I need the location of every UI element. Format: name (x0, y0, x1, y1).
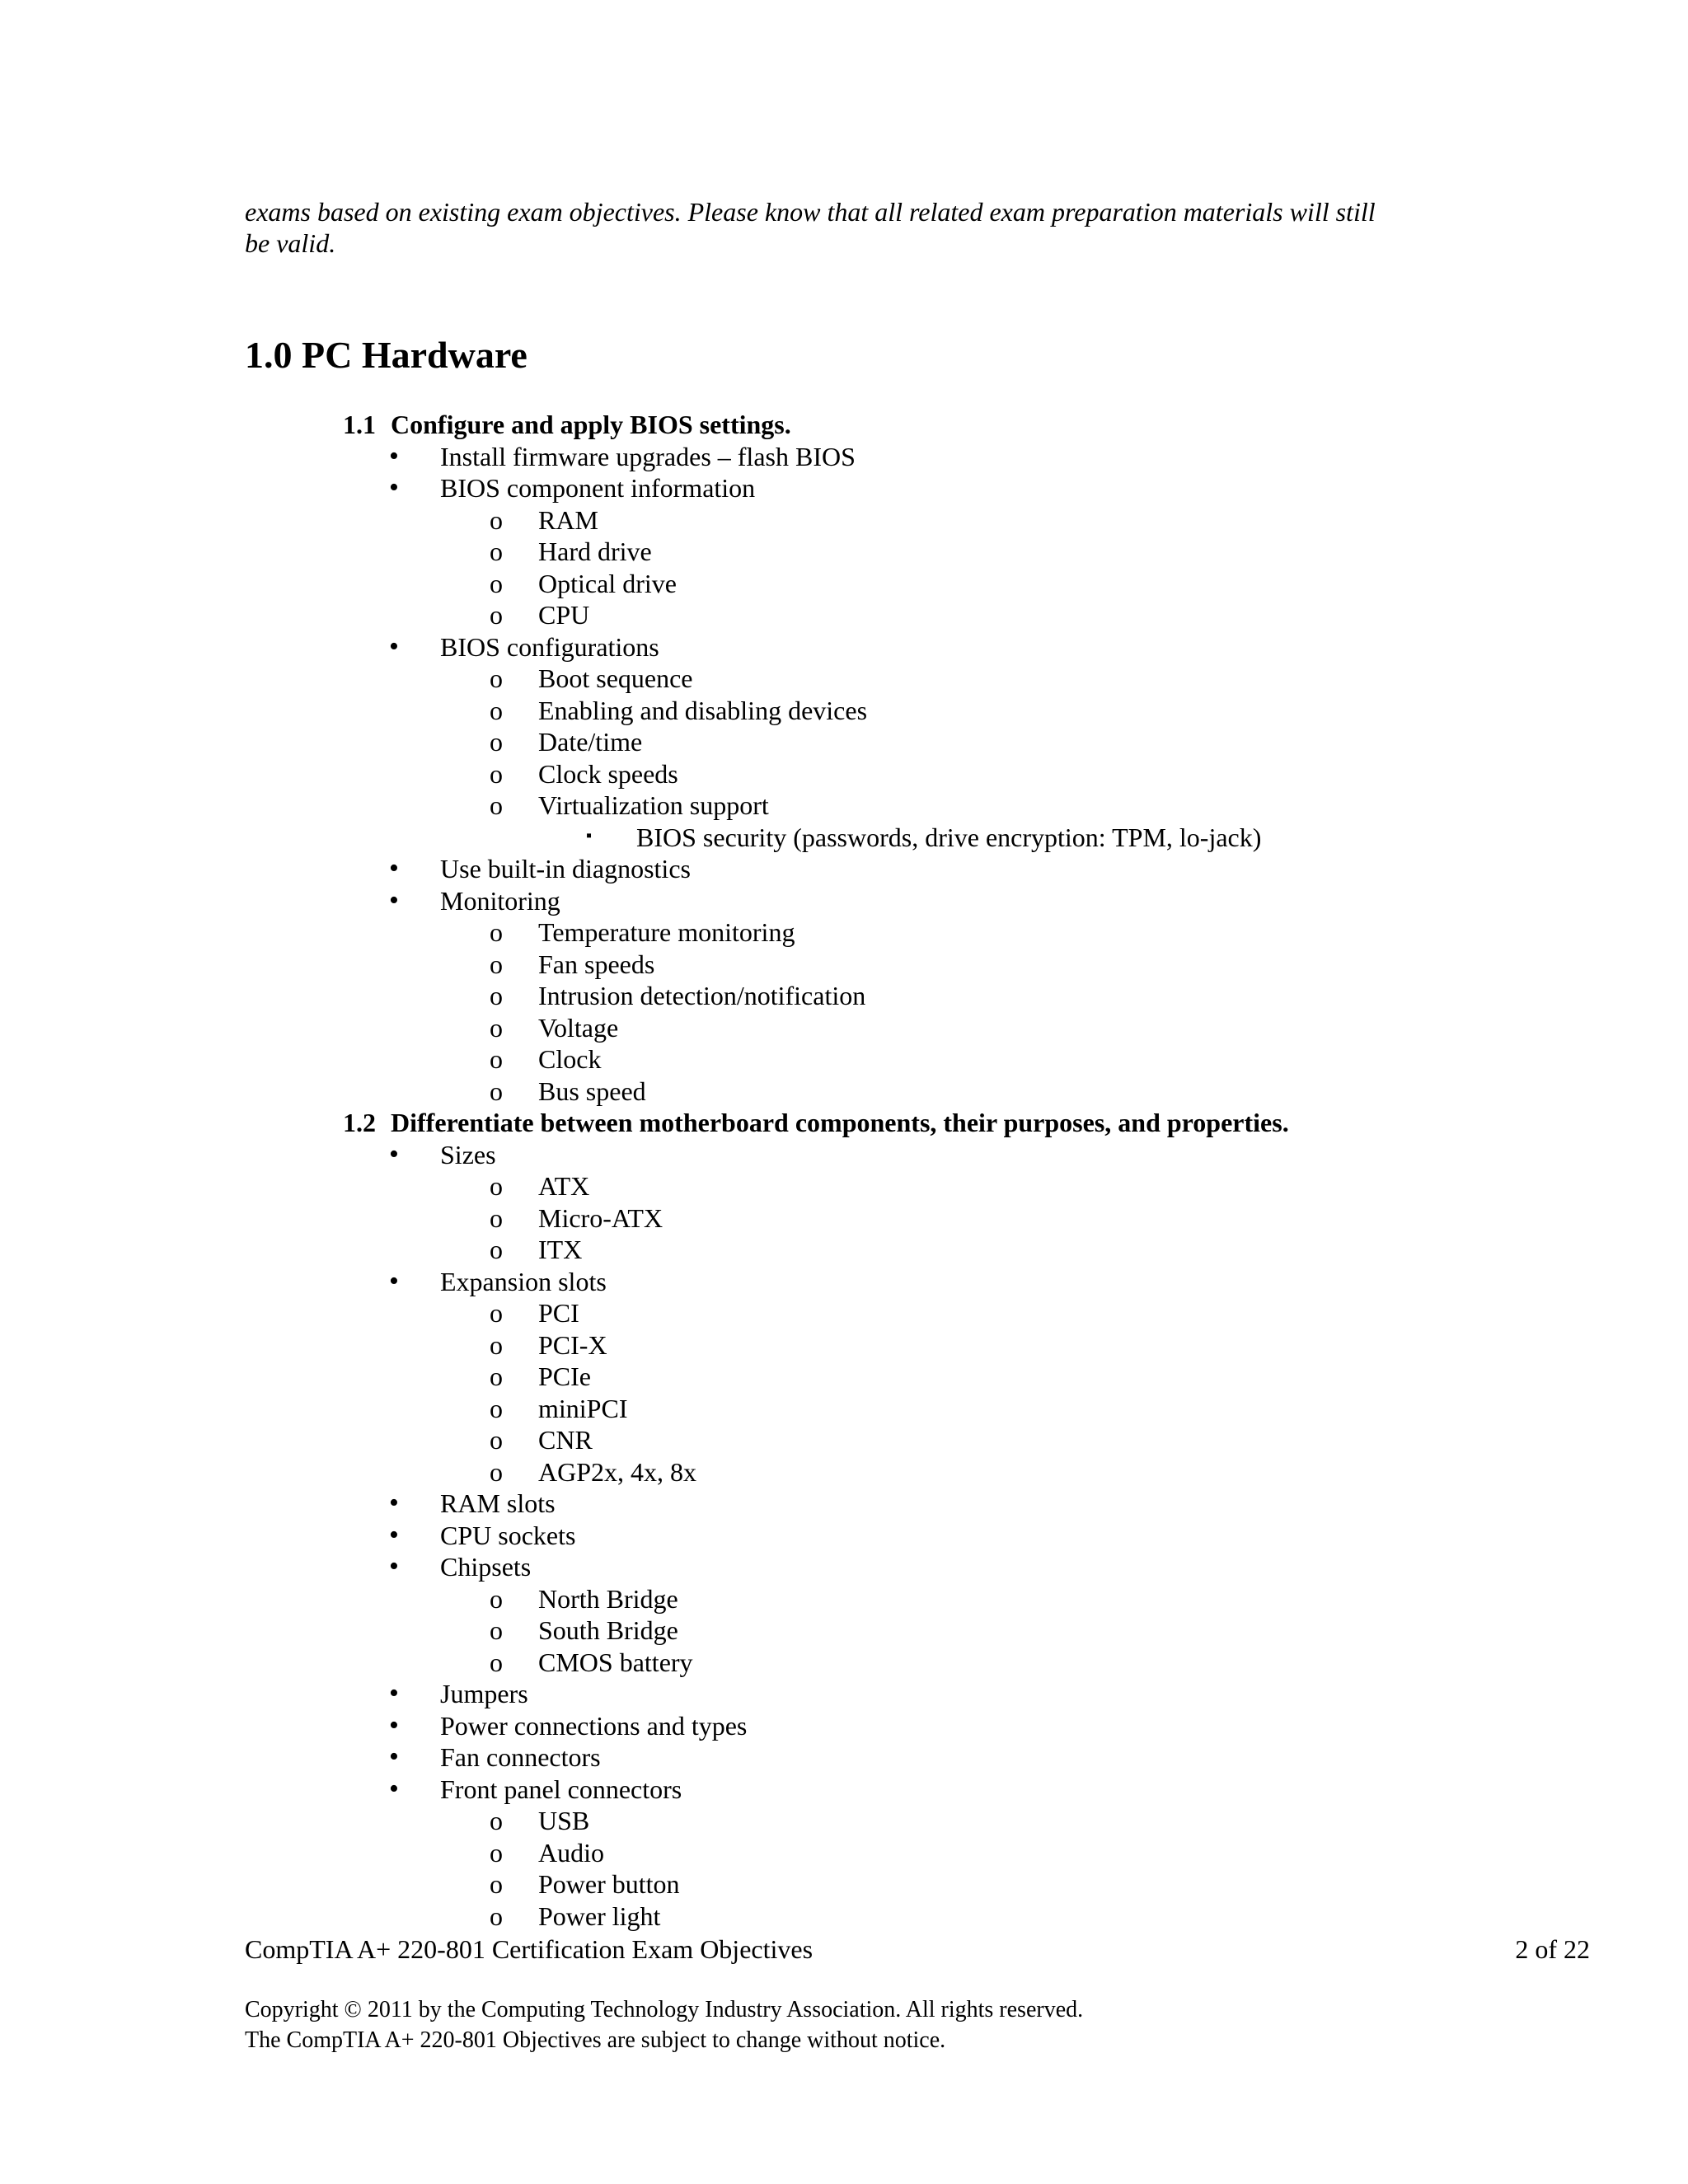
list-item (0, 949, 1688, 981)
list-item (0, 853, 1688, 885)
bullet-dot-icon: • (389, 853, 399, 883)
list-item-text: PCIe (538, 1361, 591, 1391)
bullet-circle-icon: o (490, 1393, 503, 1423)
objective-title: Configure and apply BIOS settings. (391, 410, 791, 439)
bullet-circle-icon: o (490, 1298, 503, 1328)
list-item-text: CPU (538, 600, 590, 630)
bullet-circle-icon: o (490, 981, 503, 1010)
bullet-square-icon: ▪ (586, 826, 593, 845)
list-item (0, 1424, 1688, 1456)
list-item (0, 1900, 1688, 1933)
list-item (0, 441, 1688, 473)
list-item-text: Monitoring (440, 885, 560, 916)
bullet-circle-icon: o (490, 1647, 503, 1677)
list-item-text: miniPCI (538, 1393, 628, 1423)
list-item-text: ATX (538, 1171, 590, 1201)
list-item-text: Micro-ATX (538, 1202, 663, 1233)
list-item-text: AGP2x, 4x, 8x (538, 1456, 697, 1487)
bullet-dot-icon: • (389, 1551, 399, 1582)
list-item (0, 1012, 1688, 1044)
list-item (0, 536, 1688, 568)
list-item-text: Clock (538, 1044, 602, 1074)
list-item (0, 1520, 1688, 1552)
bullet-circle-icon: o (490, 1235, 503, 1264)
list-item-text: CPU sockets (440, 1520, 576, 1550)
section-title: 1.0 PC Hardware (245, 334, 528, 376)
copyright-notice (245, 1994, 1083, 2055)
bullet-circle-icon: o (490, 1900, 503, 1931)
bullet-circle-icon: o (490, 758, 503, 789)
bullet-circle-icon: o (490, 600, 503, 630)
list-item (0, 1837, 1688, 1869)
list-item-text: Power button (538, 1869, 680, 1899)
bullet-circle-icon: o (490, 1583, 503, 1614)
list-item (0, 631, 1688, 663)
list-item (0, 1234, 1688, 1266)
list-item-text: Bus speed (538, 1076, 646, 1106)
list-item-text: Install firmware upgrades – flash BIOS (440, 441, 856, 471)
list-item (0, 980, 1688, 1012)
bullet-circle-icon: o (490, 1171, 503, 1201)
list-item (0, 1076, 1688, 1108)
bullet-circle-icon: o (490, 1202, 503, 1233)
bullet-dot-icon: • (389, 1741, 399, 1772)
bullet-circle-icon: o (490, 1329, 503, 1360)
list-item-text: Fan connectors (440, 1742, 601, 1772)
list-item (0, 1202, 1688, 1235)
bullet-circle-icon: o (490, 1012, 503, 1043)
list-item-text: Front panel connectors (440, 1774, 682, 1804)
list-item-text: Sizes (440, 1139, 496, 1169)
list-item (0, 1266, 1688, 1298)
list-item (0, 1774, 1688, 1806)
bullet-circle-icon: o (490, 1806, 503, 1835)
bullet-dot-icon: • (389, 630, 399, 662)
bullet-dot-icon: • (389, 884, 399, 916)
list-item (0, 1297, 1688, 1329)
list-item (0, 1551, 1688, 1583)
bullet-circle-icon: o (490, 917, 503, 947)
list-item-text: Voltage (538, 1012, 619, 1043)
list-item-text: Boot sequence (538, 663, 693, 693)
bullet-circle-icon: o (490, 1869, 503, 1899)
list-item (0, 1615, 1688, 1647)
list-item-text: BIOS configurations (440, 631, 659, 662)
bullet-circle-icon: o (490, 1456, 503, 1487)
list-item (0, 1361, 1688, 1393)
list-item-text: Expansion slots (440, 1266, 607, 1296)
list-item (0, 663, 1688, 695)
list-item (0, 1170, 1688, 1202)
bullet-dot-icon: • (389, 1519, 399, 1550)
bullet-dot-icon: • (389, 1488, 399, 1518)
list-item-text: Chipsets (440, 1552, 532, 1582)
bullet-circle-icon: o (490, 1076, 503, 1106)
list-item (0, 504, 1688, 537)
bullet-dot-icon: • (389, 1678, 399, 1708)
list-item (0, 726, 1688, 758)
bullet-circle-icon: o (490, 695, 503, 725)
bullet-circle-icon: o (490, 727, 503, 757)
list-item-text: Audio (538, 1837, 604, 1868)
list-item (0, 1329, 1688, 1361)
list-item (0, 1043, 1688, 1076)
list-item (0, 1678, 1688, 1710)
list-item (0, 822, 1688, 854)
page-number: 2 of 22 (1515, 1934, 1590, 1964)
list-item-text: Enabling and disabling devices (538, 695, 868, 725)
list-item-text: Intrusion detection/notification (538, 981, 866, 1010)
list-item-text: Fan speeds (538, 949, 655, 979)
bullet-circle-icon: o (490, 1615, 503, 1645)
list-item-text: Temperature monitoring (538, 917, 795, 947)
bullet-dot-icon: • (389, 1773, 399, 1804)
list-item (0, 568, 1688, 600)
bullet-circle-icon: o (490, 1361, 503, 1391)
bullet-circle-icon: o (490, 568, 503, 598)
bullet-circle-icon: o (490, 663, 503, 693)
bullet-dot-icon: • (389, 1138, 399, 1169)
list-item (0, 1868, 1688, 1900)
bullet-circle-icon: o (490, 1044, 503, 1074)
list-item-text: South Bridge (538, 1615, 678, 1645)
objective-title: Differentiate between motherboard components, their purposes, and properties. (391, 1108, 1289, 1137)
list-item-text: PCI-X (538, 1329, 607, 1360)
objective-heading (0, 409, 1688, 441)
list-item-text: USB (538, 1806, 590, 1835)
intro-line: exams based on existing exam objectives. Please know that all related exam preparation materials will still (245, 197, 1376, 227)
list-item-text: North Bridge (538, 1583, 678, 1614)
bullet-circle-icon: o (490, 1837, 503, 1868)
list-item (0, 1647, 1688, 1679)
list-item (0, 1393, 1688, 1425)
list-item-text: BIOS component information (440, 473, 756, 503)
bullet-circle-icon: o (490, 949, 503, 979)
copyright-line: The CompTIA A+ 220-801 Objectives are subject to change without notice. (245, 2027, 946, 2053)
list-item-text: CMOS battery (538, 1647, 693, 1677)
bullet-circle-icon: o (490, 504, 503, 535)
bullet-dot-icon: • (389, 440, 399, 471)
list-item-text: CNR (538, 1425, 593, 1455)
list-item-text: BIOS security (passwords, drive encryption: TPM, lo-jack) (636, 822, 1262, 852)
list-item-text: Virtualization support (538, 790, 769, 820)
intro-line: be valid. (245, 228, 336, 258)
bullet-dot-icon: • (389, 1265, 399, 1296)
list-item-text: Power connections and types (440, 1710, 748, 1741)
list-item (0, 472, 1688, 504)
list-item-text: Date/time (538, 727, 643, 757)
objective-number: 1.2 (343, 1108, 376, 1137)
list-item (0, 599, 1688, 631)
list-item-text: RAM slots (440, 1488, 556, 1518)
list-item (0, 916, 1688, 949)
list-item-text: ITX (538, 1235, 583, 1264)
list-item (0, 790, 1688, 822)
list-item-text: Hard drive (538, 537, 652, 566)
list-item (0, 1583, 1688, 1615)
objectives-outline (0, 409, 1688, 1932)
list-item (0, 1805, 1688, 1837)
list-item-text: RAM (538, 504, 598, 535)
bullet-dot-icon: • (389, 472, 399, 503)
footer-title: CompTIA A+ 220-801 Certification Exam Objectives (245, 1934, 814, 1964)
list-item (0, 695, 1688, 727)
bullet-circle-icon: o (490, 537, 503, 566)
objective-heading (0, 1107, 1688, 1139)
intro-paragraph (245, 196, 1448, 259)
list-item-text: Use built-in diagnostics (440, 854, 691, 883)
list-item-text: Clock speeds (538, 758, 678, 789)
list-item (0, 758, 1688, 790)
list-item (0, 1710, 1688, 1742)
list-item-text: Power light (538, 1900, 661, 1931)
objective-number: 1.1 (343, 410, 376, 439)
list-item (0, 1139, 1688, 1171)
list-item-text: Jumpers (440, 1679, 528, 1708)
bullet-circle-icon: o (490, 1425, 503, 1455)
list-item (0, 1741, 1688, 1774)
list-item (0, 1488, 1688, 1520)
copyright-line: Copyright © 2011 by the Computing Technology Industry Association. All rights reserved. (245, 1997, 1084, 2022)
list-item-text: PCI (538, 1298, 579, 1328)
list-item (0, 1456, 1688, 1488)
bullet-circle-icon: o (490, 790, 503, 820)
bullet-dot-icon: • (389, 1709, 399, 1741)
list-item (0, 885, 1688, 917)
list-item-text: Optical drive (538, 568, 677, 598)
